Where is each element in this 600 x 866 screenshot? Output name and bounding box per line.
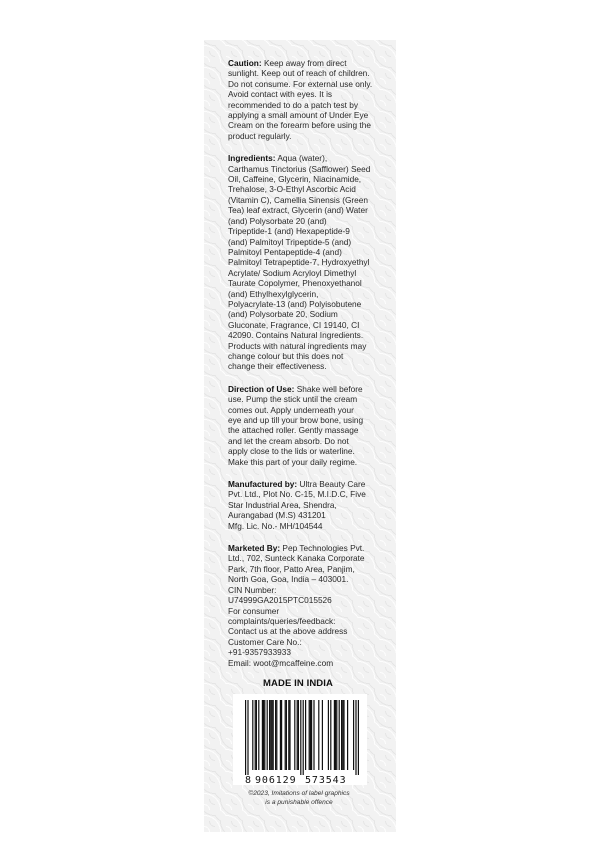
ingredients-text: Aqua (water), Carthamus Tinctorius (Safflower) Seed Oil, Caffeine, Glycerin, Niacinamide, Trehalose, 3-O-Ethyl Ascorbic Acid (Vitamin C), Camellia Sinensis (Green Tea) leaf extract, Glycerin (and) Water (and) Polysorbate 20 (and) Tripeptide-1 (and) Hexapeptide-9 (and) Palmitoyl Tripeptide-5 (and) Palmitoyl Pentapeptide-4 (and) Palmitoyl Tetrapeptide-7, Hydroxyethyl Acrylate/ Sodium Acryloyl Dimethyl Taurate Copolymer, Phenoxyethanol (and) Ethylhexylglycerin, Polyacrylate-13 (and) Polyisobutene (and) Polysorbate 20, Sodium Gluconate, Fragrance, CI 19140, CI 42090. Contains Natural Ingredients. Products with natural ingredients may change colour but this does not change their effectiveness. [228, 153, 371, 372]
barcode-bar [286, 700, 287, 770]
barcode-bar [300, 700, 301, 775]
barcode-bar [341, 700, 342, 770]
barcode-bar [289, 700, 290, 770]
ingredients-heading: Ingredients: [228, 153, 276, 164]
barcode-bar [280, 700, 281, 770]
barcode-bar [353, 700, 354, 770]
barcode-bar [336, 700, 337, 770]
caution-section [228, 58, 378, 141]
label-text-column [228, 58, 378, 680]
barcode-bar [322, 700, 323, 770]
barcode-bar [271, 700, 272, 770]
directions-text: Shake well before use. Pump the stick until the cream comes out. Apply underneath your eye and up till your brow bone, using the attached roller. Gently massage and let the cream absorb. Do not apply close to the lids or waterline. Make this part of your daily regime. [228, 383, 364, 467]
barcode-bar [294, 700, 295, 770]
barcode-right-digits: 573543 [305, 775, 347, 785]
barcode-bar [318, 700, 319, 770]
manufacturer-heading: Manufactured by: [228, 479, 298, 490]
barcode-bar [305, 700, 306, 770]
ingredients-section [228, 153, 378, 372]
marketer-heading: Marketed By: [228, 543, 281, 554]
barcode-bar [303, 700, 304, 775]
barcode-bar [335, 700, 336, 770]
barcode-bar [330, 700, 331, 770]
barcode-bar [310, 700, 311, 770]
barcode-bar [347, 700, 348, 770]
copyright-notice: ©2023, Imitations of label graphics is a punishable offence [248, 790, 350, 806]
barcode-bar [264, 700, 265, 770]
barcode-bar [252, 700, 253, 770]
barcode-bar [313, 700, 314, 770]
barcode-bar [288, 700, 289, 770]
barcode-bar [334, 700, 335, 770]
barcode-bar [285, 700, 286, 770]
marketer-section [228, 543, 378, 668]
barcode-bar [342, 700, 343, 770]
barcode-bar [245, 700, 246, 775]
barcode-bar [311, 700, 312, 770]
barcode-bar [309, 700, 310, 770]
barcode-bar [328, 700, 329, 770]
barcode [233, 694, 367, 785]
barcode-left-digits: 906129 [255, 775, 297, 785]
barcode-bar [343, 700, 344, 770]
directions-heading: Direction of Use: [228, 383, 295, 394]
barcode-bar [262, 700, 263, 770]
barcode-bar [297, 700, 298, 770]
manufacturer-section [228, 479, 378, 531]
barcode-bar [298, 700, 299, 770]
barcode-bar [275, 700, 276, 770]
barcode-bar [255, 700, 256, 770]
barcode-bar [267, 700, 268, 770]
barcode-bar [273, 700, 274, 770]
barcode-graphic [233, 694, 367, 785]
barcode-bar [256, 700, 257, 770]
made-in-india-label: MADE IN INDIA [263, 678, 333, 689]
barcode-bar [276, 700, 277, 770]
barcode-bars [245, 700, 359, 775]
barcode-bar [355, 700, 356, 775]
barcode-bar [263, 700, 264, 770]
barcode-bar [247, 700, 248, 775]
manufacturer-text: Ultra Beauty Care Pvt. Ltd., Plot No. C-15, M.I.D.C, Five Star Industrial Area, Shendra, Aurangabad (M.S) 431201 Mfg. Lic. No.- MH/104544 [228, 479, 366, 531]
barcode-first-digit: 8 [245, 775, 252, 785]
caution-text: Keep away from direct sunlight. Keep out of reach of children. Do not consume. For external use only. Avoid contact with eyes. It is recommended to do a patch test by applying a small amount of Under Eye Cream on the forearm before using the product regularly. [228, 58, 373, 141]
barcode-bar [270, 700, 271, 770]
barcode-bar [258, 700, 259, 770]
caution-heading: Caution: [228, 58, 262, 68]
barcode-bar [358, 700, 359, 775]
barcode-bar [269, 700, 270, 770]
marketer-text: Pep Technologies Pvt. Ltd., 702, Sunteck Kanaka Corporate Park, 7th floor, Patto Area, Panjim, North Goa, Goa, India – 403001. CIN Number: U74999GA2015PTC015526 For consumer complaints/queries/feedback: Contact us at the above address Customer Care No.: +91-9357933933 Email: woot@mcaffeine.com [228, 543, 365, 668]
barcode-bar [339, 700, 340, 770]
directions-section [228, 384, 378, 467]
barcode-bar [281, 700, 282, 770]
